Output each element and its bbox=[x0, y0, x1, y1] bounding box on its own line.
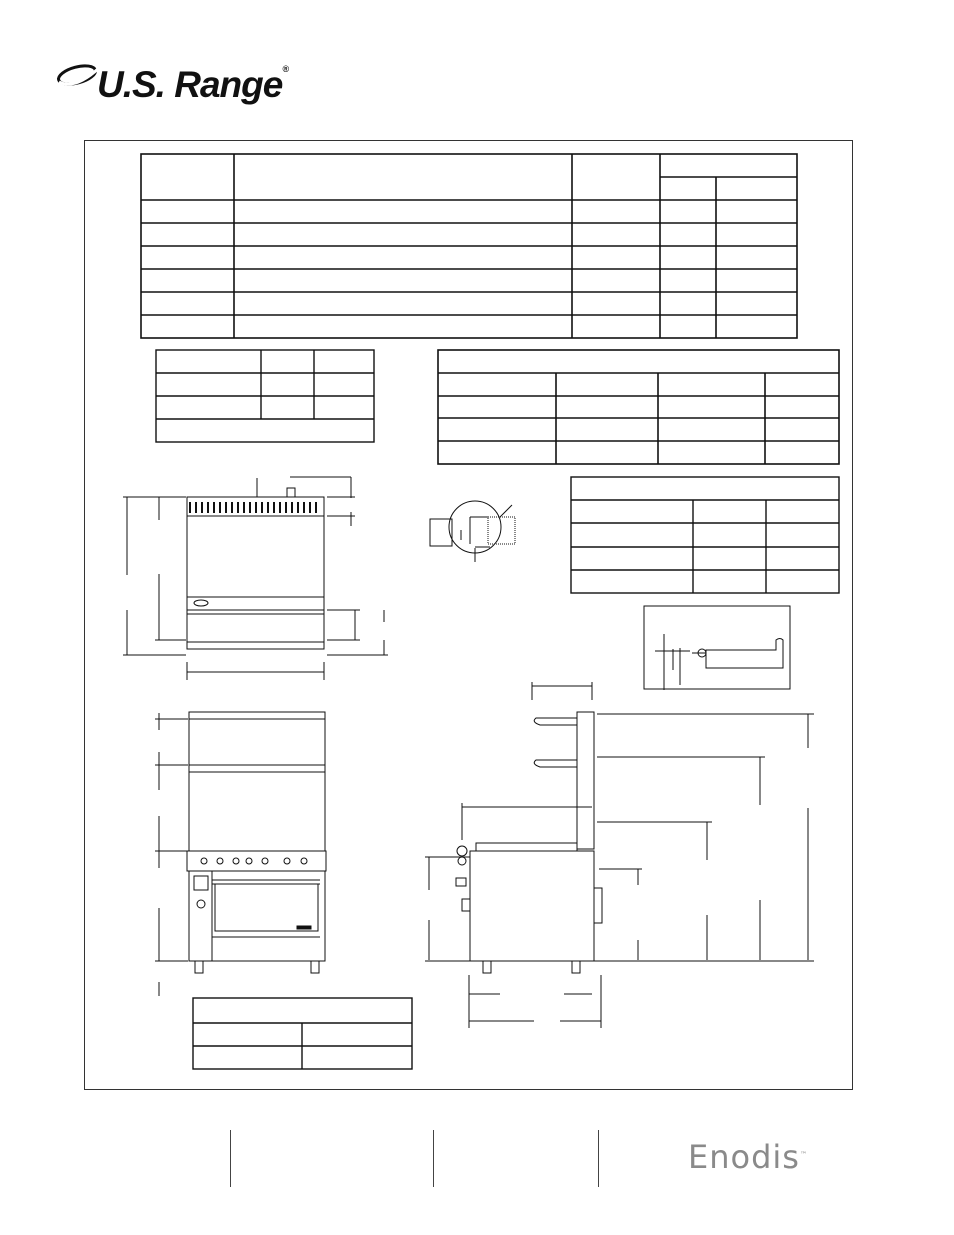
enodis-logo: Enodis™ bbox=[688, 1138, 808, 1176]
brand-logo-text: U.S. Range® bbox=[97, 64, 288, 105]
model-spec-table bbox=[141, 154, 797, 338]
footer-divider bbox=[598, 1130, 599, 1187]
footer-divider bbox=[230, 1130, 231, 1187]
front-elevation-drawing bbox=[123, 477, 388, 680]
side-elevation-drawing bbox=[425, 682, 814, 1028]
shipping-table bbox=[193, 998, 412, 1069]
ratings-table bbox=[156, 350, 374, 442]
enodis-logo-text: Enodis bbox=[688, 1138, 800, 1176]
gas-connection-table bbox=[438, 350, 839, 464]
griddle-detail bbox=[644, 606, 790, 690]
range-front-drawing bbox=[155, 712, 326, 996]
footer-divider bbox=[433, 1130, 434, 1187]
gas-inlet-detail bbox=[430, 501, 515, 562]
clearance-table bbox=[571, 477, 839, 593]
